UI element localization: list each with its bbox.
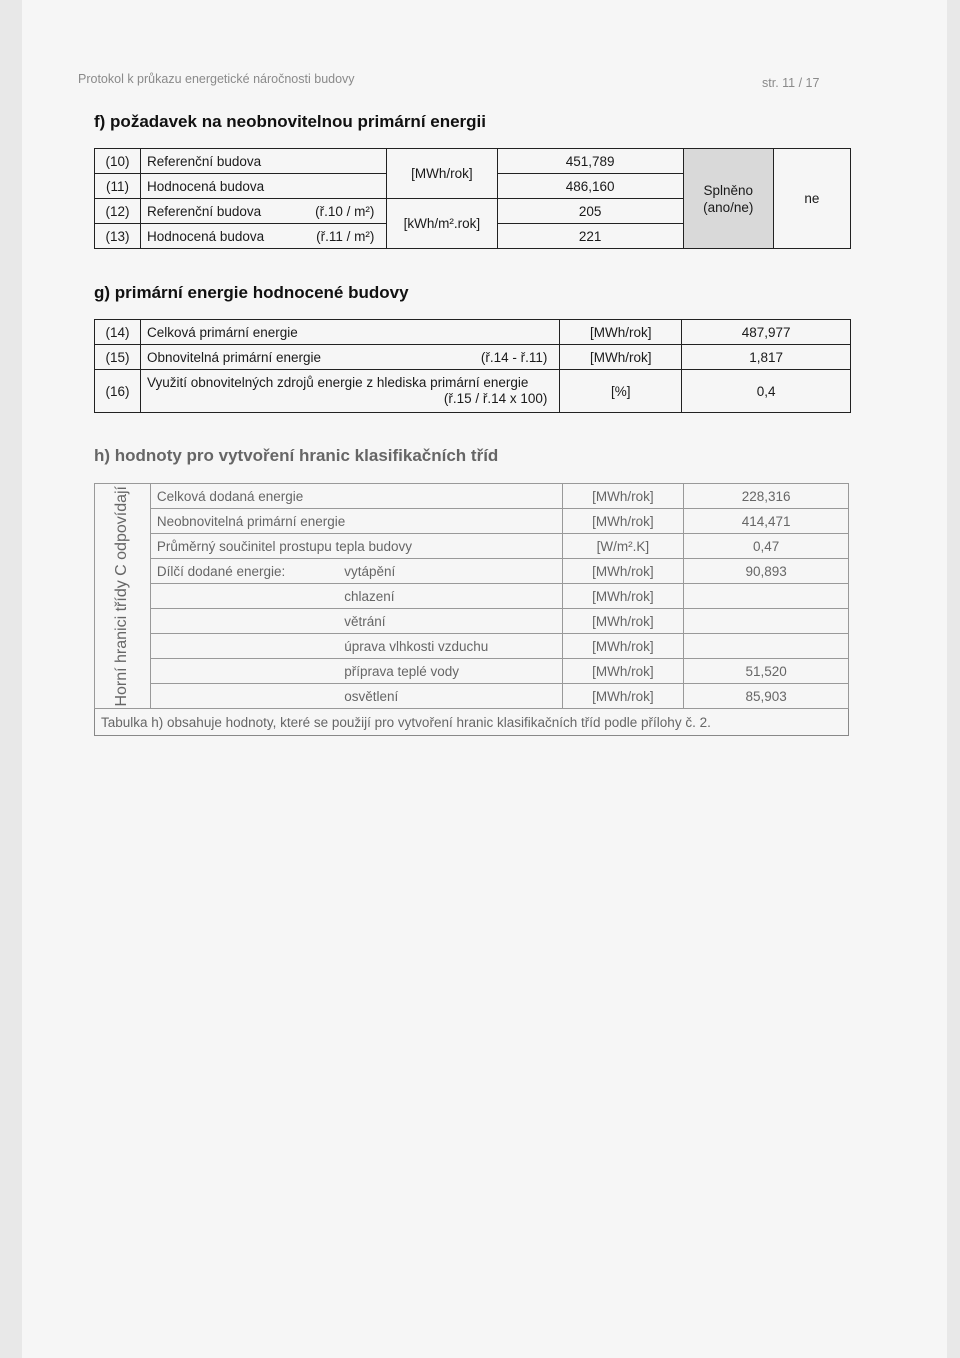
row-label: Dílčí dodané energie:	[150, 559, 338, 584]
row-number: (10)	[95, 149, 141, 174]
row-label	[150, 634, 338, 659]
value-cell: 205	[497, 199, 683, 224]
row-label	[150, 659, 338, 684]
value-cell: 0,47	[684, 534, 849, 559]
unit-cell: [MWh/rok]	[562, 559, 684, 584]
row-sublabel: vytápění	[338, 559, 562, 584]
row-sublabel: úprava vlhkosti vzduchu	[338, 634, 562, 659]
row-ref: (ř.11 / m²)	[316, 228, 375, 244]
unit-cell: [MWh/rok]	[387, 149, 497, 199]
unit-cell: [W/m².K]	[562, 534, 684, 559]
value-cell: 1,817	[682, 345, 851, 370]
section-g-title: g) primární energie hodnocené budovy	[94, 283, 409, 302]
unit-cell: [MWh/rok]	[562, 684, 684, 709]
side-label-cell	[95, 484, 151, 709]
row-sublabel: chlazení	[338, 584, 562, 609]
value-cell: 90,893	[684, 559, 849, 584]
section-f-table	[94, 148, 851, 249]
unit-cell: [MWh/rok]	[562, 634, 684, 659]
section-h-table	[94, 483, 849, 736]
unit-cell: [MWh/rok]	[560, 320, 682, 345]
row-label: Neobnovitelná primární energie	[150, 509, 562, 534]
row-label: Celková dodaná energie	[150, 484, 562, 509]
value-cell: 0,4	[682, 370, 851, 413]
row-label: Hodnocená budova (ř.11 / m²)	[141, 224, 387, 249]
value-cell: 487,977	[682, 320, 851, 345]
row-label	[150, 584, 338, 609]
row-sublabel: větrání	[338, 609, 562, 634]
row-sublabel: osvětlení	[338, 684, 562, 709]
unit-cell: [MWh/rok]	[562, 609, 684, 634]
value-cell	[684, 609, 849, 634]
unit-cell: [MWh/rok]	[562, 509, 684, 534]
row-ref: (ř.14 - ř.11)	[480, 349, 548, 365]
value-cell	[684, 584, 849, 609]
footnote: Tabulka h) obsahuje hodnoty, které se použijí pro vytvoření hranic klasifikačních tříd podle přílohy č. 2.	[95, 709, 849, 736]
row-label	[150, 609, 338, 634]
row-label: Obnovitelná primární energie (ř.14 - ř.11)	[140, 345, 559, 370]
fulfilled-label: Splněno (ano/ne)	[683, 149, 773, 249]
value-cell	[684, 634, 849, 659]
unit-cell: [%]	[560, 370, 682, 413]
row-label: Průměrný součinitel prostupu tepla budovy	[150, 534, 562, 559]
unit-cell: [MWh/rok]	[562, 484, 684, 509]
row-label: Referenční budova (ř.10 / m²)	[141, 199, 387, 224]
row-number: (12)	[95, 199, 141, 224]
page-number: str. 11 / 17	[762, 76, 820, 90]
unit-cell: [kWh/m².rok]	[387, 199, 497, 249]
unit-cell: [MWh/rok]	[560, 345, 682, 370]
value-cell: 486,160	[497, 174, 683, 199]
value-cell: 51,520	[684, 659, 849, 684]
value-cell: 451,789	[497, 149, 683, 174]
row-ref: (ř.10 / m²)	[315, 203, 375, 219]
row-number: (15)	[95, 345, 141, 370]
row-label: Využití obnovitelných zdrojů energie z hlediska primární energie (ř.15 / ř.14 x 100)	[140, 370, 559, 413]
row-number: (11)	[95, 174, 141, 199]
value-cell: 414,471	[684, 509, 849, 534]
row-number: (13)	[95, 224, 141, 249]
value-cell: 85,903	[684, 684, 849, 709]
row-sublabel: příprava teplé vody	[338, 659, 562, 684]
fulfilled-value: ne	[773, 149, 850, 249]
header-title: Protokol k průkazu energetické náročnosti budovy	[78, 72, 355, 86]
unit-cell: [MWh/rok]	[562, 659, 684, 684]
section-h-title: h) hodnoty pro vytvoření hranic klasifikačních tříd	[94, 446, 499, 465]
unit-cell: [MWh/rok]	[562, 584, 684, 609]
row-label: Referenční budova	[141, 149, 387, 174]
row-number: (16)	[95, 370, 141, 413]
value-cell: 221	[497, 224, 683, 249]
row-ref: (ř.15 / ř.14 x 100)	[443, 391, 548, 406]
row-number: (14)	[95, 320, 141, 345]
value-cell: 228,316	[684, 484, 849, 509]
side-label: Horní hranici třídy C odpovídají	[113, 485, 131, 707]
row-label: Hodnocená budova	[141, 174, 387, 199]
section-f-title: f) požadavek na neobnovitelnou primární energii	[94, 112, 487, 131]
row-label	[150, 684, 338, 709]
row-label: Celková primární energie	[140, 320, 559, 345]
section-g-table	[94, 319, 851, 413]
